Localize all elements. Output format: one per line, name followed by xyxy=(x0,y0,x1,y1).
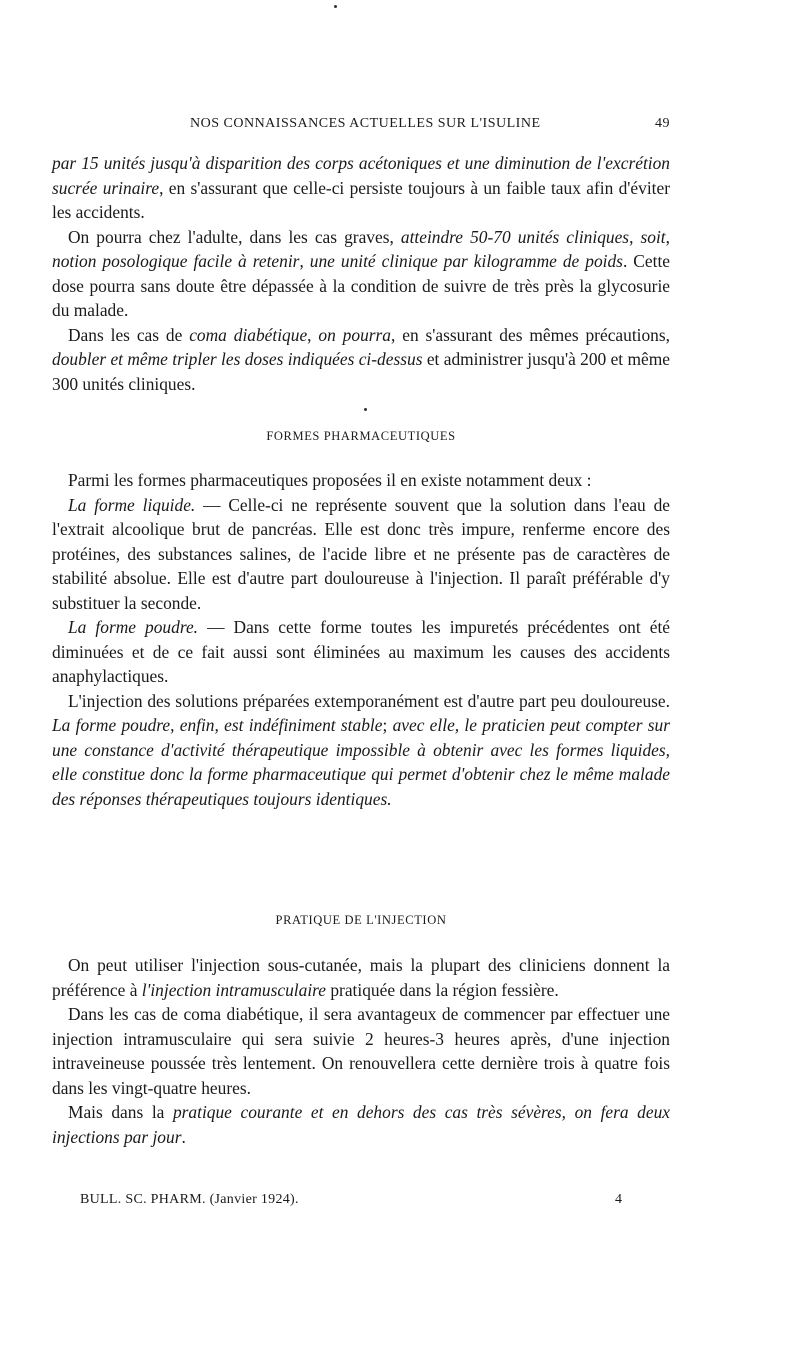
paragraph xyxy=(52,953,670,1002)
page-footer xyxy=(52,1192,670,1214)
italic-run: La forme poudre, enfin, est indéfiniment stable xyxy=(52,715,383,735)
signature-mark: 4 xyxy=(615,1192,622,1207)
italic-run: l'injection intramusculaire xyxy=(141,979,326,1000)
italic-run: doubler et même tripler les doses indiquées ci-dessus xyxy=(52,349,423,369)
paragraph xyxy=(52,323,670,397)
journal-reference: BULL. SC. PHARM. (Janvier 1924). xyxy=(80,1192,299,1207)
text-run: , xyxy=(299,251,310,271)
text-run: et administrer jusqu'à 200 et même 300 unités cliniques. xyxy=(52,349,670,394)
text-block-2 xyxy=(52,468,670,811)
italic-run: pratique courante et en dehors des cas très sévères, on fera deux injections par jour xyxy=(52,1102,670,1147)
section-heading: FORMES PHARMACEUTIQUES xyxy=(266,429,456,443)
text-run: pratiquée dans la région fessière. xyxy=(326,979,559,1000)
text-run: On pourra chez l'adulte, dans les cas graves, xyxy=(68,226,401,247)
text-run: , en s'assurant des mêmes précautions, xyxy=(391,324,670,345)
italic-run: on pourra xyxy=(318,324,391,345)
text-run: , xyxy=(629,226,641,247)
paragraph xyxy=(52,689,670,812)
section-heading: PRATIQUE DE L'INJECTION xyxy=(275,913,447,927)
italic-run: coma diabétique xyxy=(189,324,308,345)
text-run: , xyxy=(307,324,319,345)
paragraph xyxy=(52,493,670,616)
italic-run: soit xyxy=(640,226,666,247)
text-block-1 xyxy=(52,151,670,396)
page-number: 49 xyxy=(655,116,670,131)
paragraph xyxy=(52,615,670,689)
paragraph xyxy=(52,468,670,493)
text-run: Parmi les formes pharmaceutiques proposées il en existe notamment deux : xyxy=(68,470,592,490)
text-run: , en s'assurant que celle-ci persiste toujours à un faible taux afin d'éviter les accidents. xyxy=(52,177,670,222)
speck xyxy=(364,408,367,411)
text-run: — Celle-ci ne représente souvent que la solution dans l'eau de l'extrait alcoolique brut de pancréas. Elle est donc très impure, renferme encore des protéines, des substances salines, de l'acide libre et ne présente pas de caractères de stabilité absolue. Elle est d'autre part douloureuse à l'injection. Il paraît préférable d'y substituer la seconde. xyxy=(52,494,670,613)
text-run: . Cette dose pourra sans doute être dépassée à la condition de suivre de très près la glycosurie du malade. xyxy=(52,251,670,320)
page xyxy=(52,0,670,1350)
paragraph xyxy=(52,151,670,225)
text-run: , xyxy=(665,226,670,247)
paragraph xyxy=(52,1100,670,1149)
italic-run: La forme poudre. xyxy=(68,617,199,637)
running-head xyxy=(52,116,670,138)
text-run: On peut utiliser l'injection sous-cutanée, mais la plupart des cliniciens donnent la préférence à xyxy=(52,955,670,1000)
italic-run: une unité clinique par kilogramme de poids xyxy=(309,251,623,271)
text-run: ; xyxy=(382,715,393,735)
text-run: Mais dans la xyxy=(68,1102,173,1122)
paragraph xyxy=(52,225,670,323)
text-run: — Dans cette forme toutes les impuretés précédentes ont été diminuées et de ce fait aussi sont éliminées au maximum les causes des accidents anaphylactiques. xyxy=(52,617,670,686)
text-block-3 xyxy=(52,953,670,1149)
text-run: Dans les cas de xyxy=(68,324,190,345)
italic-run: atteindre 50-70 unités cliniques xyxy=(400,226,630,247)
italic-run: par 15 unités jusqu'à disparition des corps acétoniques et une diminution de l'excrétion sucrée urinaire xyxy=(52,153,670,198)
italic-run: avec elle, le praticien peut compter sur une constance d'activité thérapeutique impossible à obtenir avec les formes liquides, elle constitue donc la forme pharmaceutique qui permet d'obtenir chez le même malade des réponses thérapeutiques toujours identiques. xyxy=(52,715,670,809)
text-run: L'injection des solutions préparées extemporanément est d'autre part peu douloureuse. xyxy=(68,690,670,711)
running-title: NOS CONNAISSANCES ACTUELLES SUR L'ISULINE xyxy=(190,116,541,131)
italic-run: La forme liquide. xyxy=(68,494,196,515)
text-run: Dans les cas de coma diabétique, il sera avantageux de commencer par effectuer une injection intramusculaire qui sera suivie 2 heures-3 heures après, d'une injection intraveineuse poussée très lentement. On renouvellera cette dernière trois à quatre fois dans les vingt-quatre heures. xyxy=(52,1004,670,1098)
text-run: . xyxy=(181,1126,186,1147)
italic-run: notion posologique facile à retenir xyxy=(52,251,300,271)
paragraph xyxy=(52,1002,670,1100)
